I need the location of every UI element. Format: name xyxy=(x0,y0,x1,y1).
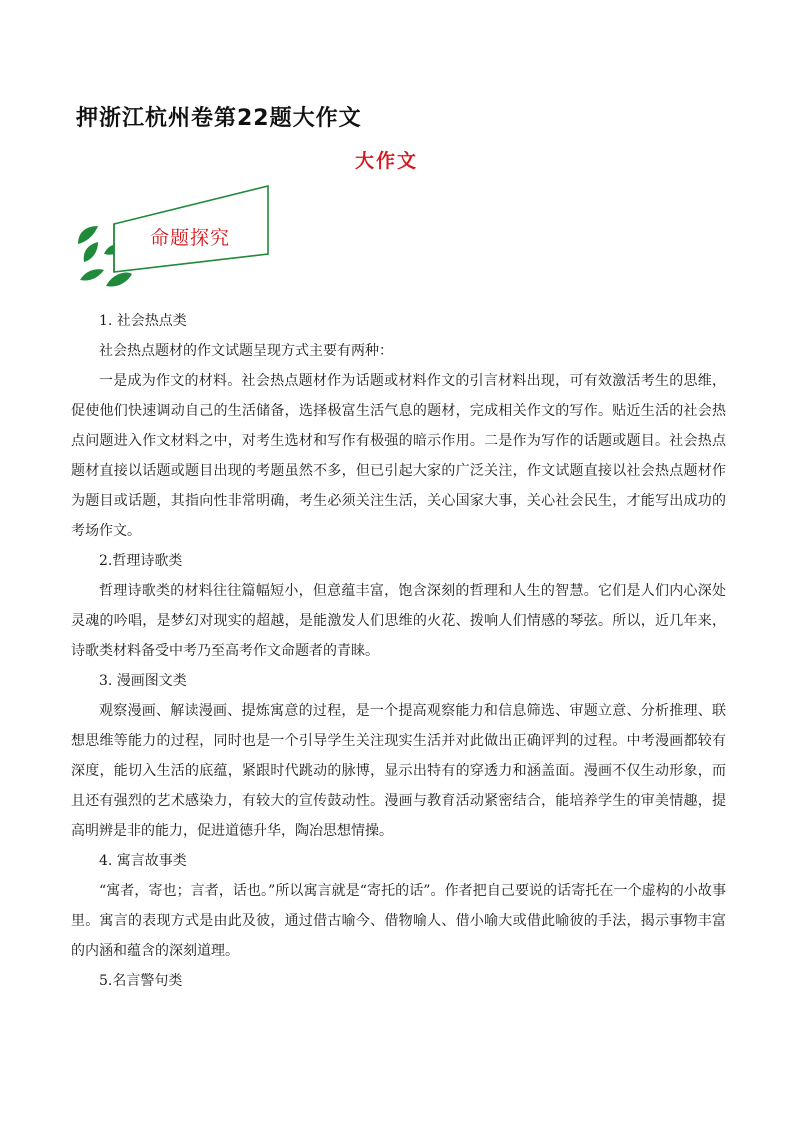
section-heading: 1. 社会热点类 xyxy=(99,313,187,329)
section-heading: 2.哲理诗歌类 xyxy=(99,553,183,569)
paragraph: 一是成为作文的材料。社会热点题材作为话题或材料作文的引言材料出现，可有效激活考生的思维，促使他们快速调动自己的生活储备，选择极富生活气息的题材，完成相关作文的写作。贴近生活的社会热点问题进入作文材料之中，对考生选材和写作有极强的暗示作用。二是作为写作的话题或题目。社会热点题材直接以话题或题目出现的考题虽然不多，但已引起大家的广泛关注，作文试题直接以社会热点题材作为题目或话题，其指向性非常明确，考生必须关注生活，关心国家大事，关心社会民生，才能写出成功的考场作文。 xyxy=(71,373,726,539)
banner-label: 命题探究 xyxy=(150,227,231,249)
section xyxy=(71,966,726,996)
paragraph: “寓者，寄也；言者，话也。”所以寓言就是“寄托的话”。作者把自己要说的话寄托在一个虚构的小故事里。寓言的表现方式是由此及彼，通过借古喻今、借物喻人、借小喻大或借此喻彼的手法，揭示事物丰富的内涵和蕴含的深刻道理。 xyxy=(71,883,726,959)
section xyxy=(71,666,726,846)
section xyxy=(71,846,726,966)
paragraph: 社会热点题材的作文试题呈现方式主要有两种： xyxy=(99,343,393,359)
section-heading: 5.名言警句类 xyxy=(99,973,183,989)
paragraph: 哲理诗歌类的材料往往篇幅短小，但意蕴丰富，饱含深刻的哲理和人生的智慧。它们是人们内心深处灵魂的吟唱，是梦幻对现实的超越，是能激发人们思维的火花、拨响人们情感的琴弦。所以，近几年来，诗歌类材料备受中考乃至高考作文命题者的青睐。 xyxy=(71,583,726,659)
section xyxy=(71,306,726,546)
paragraph: 观察漫画、解读漫画、提炼寓意的过程，是一个提高观察能力和信息筛选、审题立意、分析推理、联想思维等能力的过程，同时也是一个引导学生关注现实生活并对此做出正确评判的过程。中考漫画都较有深度，能切入生活的底蕴，紧跟时代跳动的脉博，显示出特有的穿透力和涵盖面。漫画不仅生动形象，而且还有强烈的艺术感染力，有较大的宣传鼓动性。漫画与教育活动紧密结合，能培养学生的审美情趣，提高明辨是非的能力，促进道德升华，陶冶思想情操。 xyxy=(71,703,726,839)
page-title: 押浙江杭州卷第22题大作文 xyxy=(76,106,362,131)
section xyxy=(71,546,726,666)
section-heading: 3. 漫画图文类 xyxy=(99,673,187,689)
page-subtitle: 大作文 xyxy=(355,150,419,172)
section-heading: 4. 寓言故事类 xyxy=(99,853,187,869)
document-body xyxy=(71,306,726,996)
